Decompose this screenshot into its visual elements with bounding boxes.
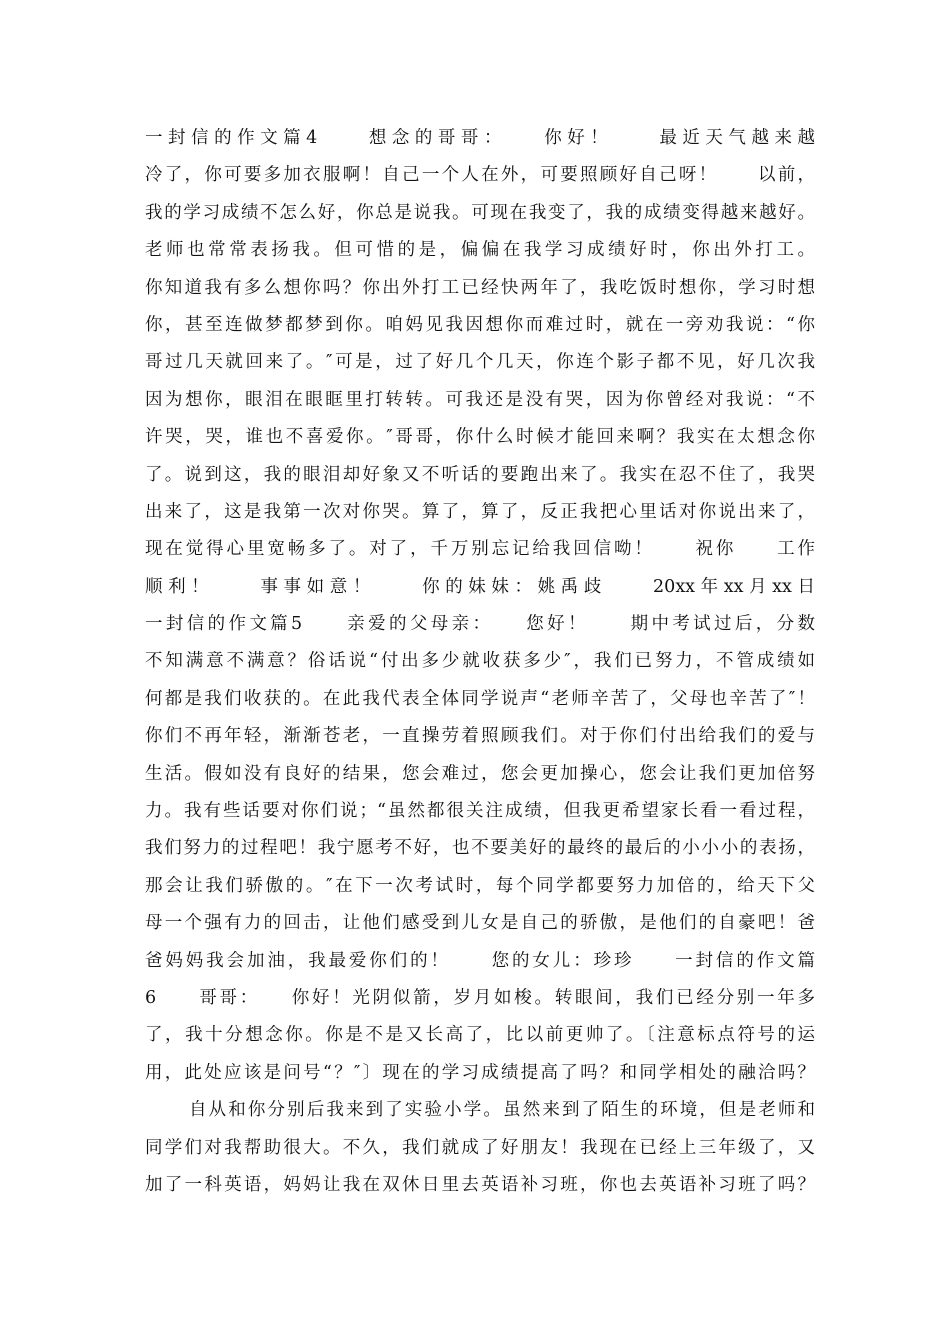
- text-line: 许哭，哭，谁也不喜爱你。″哥哥，你什么时候才能回来啊？我实在太想念你: [145, 427, 815, 448]
- text-line: 因为想你，眼泪在眼眶里打转转。可我还是没有哭，因为你曾经对我说：“不: [145, 389, 815, 410]
- text-line: 你们不再年轻，渐渐苍老，一直操劳着照顾我们。对于你们付出给我们的爱与: [145, 726, 815, 747]
- text-line: 出来了，这是我第一次对你哭。算了，算了，反正我把心里话对你说出来了，: [145, 501, 815, 522]
- text-line: 母一个强有力的回击，让他们感受到儿女是自己的骄傲，是他们的自豪吧！爸: [145, 913, 815, 934]
- text-line: 6 哥哥： 你好！光阴似箭，岁月如梭。转眼间，我们已经分别一年多: [145, 987, 815, 1008]
- text-line: 自从和你分别后我来到了实验小学。虽然来到了陌生的环境，但是老师和: [189, 1100, 815, 1121]
- text-line: 生活。假如没有良好的结果，您会难过，您会更加操心，您会让我们更加倍努: [145, 763, 815, 784]
- text-line: 用，此处应该是问号“？″〕现在的学习成绩提高了吗？和同学相处的融洽吗？: [145, 1062, 815, 1083]
- text-line: 我的学习成绩不怎么好，你总是说我。可现在我变了，我的成绩变得越来越好。: [145, 202, 815, 223]
- text-line: 何都是我们收获的。在此我代表全体同学说声“老师辛苦了，父母也辛苦了″！: [145, 688, 815, 709]
- text-line: 一封信的作文篇4 想念的哥哥： 你好！ 最近天气越来越: [145, 128, 815, 148]
- text-line: 了，我十分想念你。你是不是又长高了，比以前更帅了。〔注意标点符号的运: [145, 1025, 815, 1046]
- text-line: 顺利！ 事事如意！ 你的妹妹：姚禹歧 20xx年xx月xx日: [145, 576, 815, 597]
- letter-text-block: [145, 120, 815, 1204]
- text-line: 现在觉得心里宽畅多了。对了，千万别忘记给我回信呦！ 祝你 工作: [145, 539, 815, 560]
- text-line: 你知道我有多么想你吗？你出外打工已经快两年了，我吃饭时想你，学习时想: [145, 277, 815, 298]
- text-line: 你，甚至连做梦都梦到你。咱妈见我因想你而难过时，就在一旁劝我说：“你: [145, 314, 815, 335]
- text-line: 不知满意不满意？俗话说“付出多少就收获多少″，我们已努力，不管成绩如: [145, 651, 815, 672]
- text-line: 哥过几天就回来了。″可是，过了好几个几天，你连个影子都不见，好几次我: [145, 352, 815, 373]
- text-line: 爸妈妈我会加油，我最爱你们的！ 您的女儿：珍珍 一封信的作文篇: [145, 950, 815, 971]
- text-line: 我们努力的过程吧！我宁愿考不好，也不要美好的最终的最后的小小小的表扬，: [145, 838, 815, 859]
- text-line: 力。我有些话要对你们说；“虽然都很关注成绩，但我更希望家长看一看过程，: [145, 801, 815, 822]
- text-line: 那会让我们骄傲的。″在下一次考试时，每个同学都要努力加倍的，给天下父: [145, 875, 815, 896]
- text-line: 老师也常常表扬我。但可惜的是，偏偏在我学习成绩好时，你出外打工。: [145, 240, 815, 261]
- text-line: 加了一科英语，妈妈让我在双休日里去英语补习班，你也去英语补习班了吗？: [145, 1174, 815, 1195]
- text-line: 一封信的作文篇5 亲爱的父母亲： 您好！ 期中考试过后，分数: [145, 614, 815, 635]
- text-line: 了。说到这，我的眼泪却好象又不听话的要跑出来了。我实在忍不住了，我哭: [145, 464, 815, 485]
- text-line: 同学们对我帮助很大。不久，我们就成了好朋友！我现在已经上三年级了，又: [145, 1137, 815, 1158]
- text-line: 冷了，你可要多加衣服啊！自己一个人在外，可要照顾好自己呀！ 以前，: [145, 165, 815, 186]
